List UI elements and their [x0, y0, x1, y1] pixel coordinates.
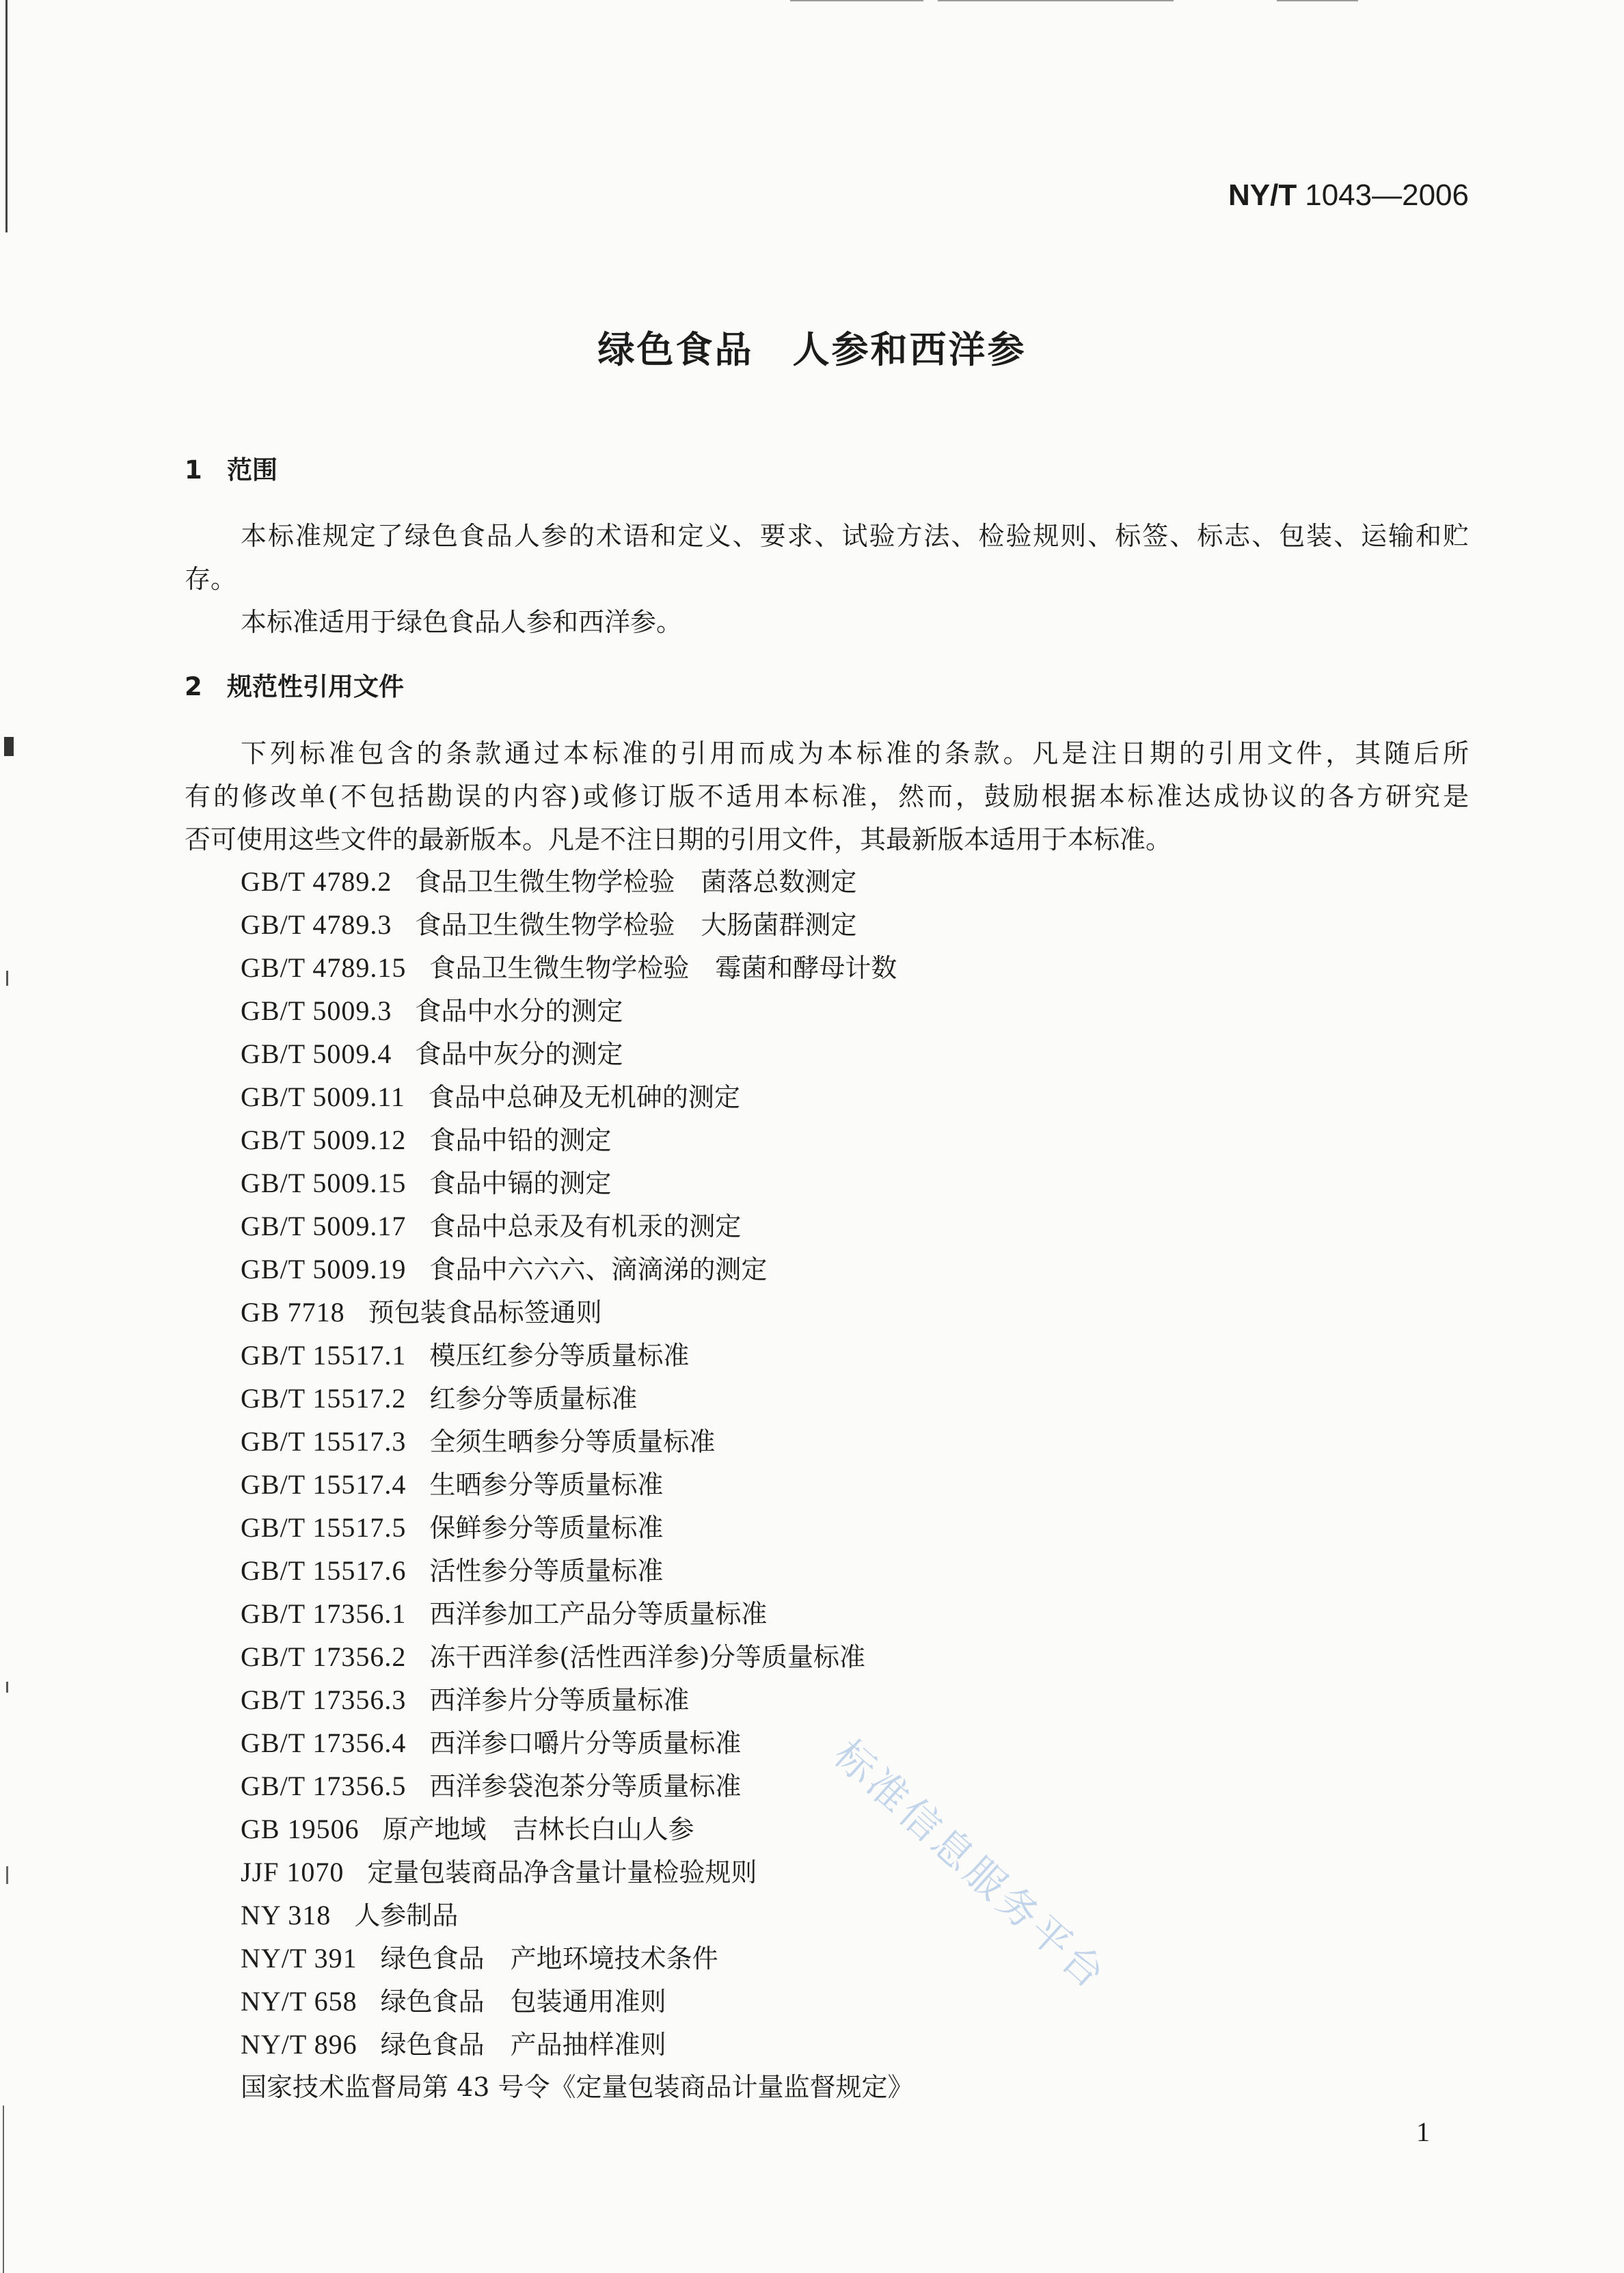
- reference-title: 食品中镉的测定: [429, 1168, 612, 1198]
- paragraph-line: 下列标准包含的条款通过本标准的引用而成为本标准的条款。凡是注日期的引用文件，其随后所: [241, 738, 1469, 768]
- reference-item: [241, 1937, 1469, 1980]
- reference-item: [241, 1721, 1469, 1764]
- standard-code: [1228, 176, 1469, 215]
- reference-title: 预包装食品标签通则: [368, 1297, 602, 1328]
- section-number: 1: [185, 455, 202, 485]
- reference-item: [241, 1764, 1469, 1807]
- reference-code: GB/T 15517.6: [241, 1555, 407, 1586]
- reference-item: [241, 1635, 1469, 1678]
- reference-item: [241, 1463, 1469, 1506]
- reference-title: 活性参分等质量标准: [429, 1556, 664, 1586]
- reference-title: 食品卫生微生物学检验 霉菌和酵母计数: [429, 953, 897, 983]
- section-heading-scope: [185, 448, 278, 492]
- reference-code: GB/T 15517.1: [241, 1340, 407, 1371]
- paragraph-line: 否可使用这些文件的最新版本。凡是不注日期的引用文件，其最新版本适用于本标准。: [185, 824, 1172, 855]
- reference-code: GB/T 15517.3: [241, 1426, 407, 1457]
- reference-code: GB/T 5009.3: [241, 995, 392, 1026]
- reference-code: GB/T 4789.3: [241, 909, 392, 940]
- reference-title: 食品中总汞及有机汞的测定: [429, 1211, 742, 1241]
- reference-title: 食品卫生微生物学检验 菌落总数测定: [415, 867, 857, 897]
- reference-code: NY/T 391: [241, 1943, 357, 1974]
- reference-code: GB/T 5009.19: [241, 1254, 407, 1285]
- reference-title: 绿色食品 产品抽样准则: [380, 2030, 666, 2060]
- reference-code: GB/T 15517.5: [241, 1512, 407, 1543]
- reference-item: [241, 903, 1469, 946]
- reference-title: 绿色食品 产地环境技术条件: [380, 1944, 718, 1974]
- reference-item: [241, 989, 1469, 1032]
- watermark: 标准信息服务平台: [825, 1730, 1117, 2000]
- paragraph-line: 有的修改单(不包括勘误的内容)或修订版不适用本标准，然而，鼓励根据本标准达成协议的各方研究是: [185, 781, 1469, 811]
- scan-mark: [6, 1682, 8, 1693]
- scan-top-line: [938, 0, 1174, 1]
- section-number: 2: [185, 672, 202, 701]
- scan-top-line: [790, 0, 923, 1]
- scan-mark: [6, 971, 8, 986]
- reference-code: GB/T 4789.15: [241, 952, 407, 983]
- reference-code: GB/T 5009.12: [241, 1125, 407, 1155]
- reference-code: GB/T 17356.2: [241, 1641, 407, 1672]
- reference-title: 西洋参片分等质量标准: [429, 1685, 690, 1715]
- reference-item: [241, 1851, 1469, 1894]
- reference-item: [241, 2066, 1469, 2109]
- reference-title: 定量包装商品净含量计量检验规则: [367, 1857, 757, 1887]
- section-body-scope: [185, 515, 1469, 644]
- reference-item: [241, 1377, 1469, 1420]
- reference-title: 国家技术监督局第 43 号令《定量包装商品计量监督规定》: [241, 2072, 914, 2102]
- reference-code: GB/T 15517.4: [241, 1469, 407, 1500]
- reference-title: 食品中总砷及无机砷的测定: [428, 1082, 740, 1112]
- reference-item: [241, 1807, 1469, 1851]
- reference-item: [241, 946, 1469, 989]
- reference-title: 食品卫生微生物学检验 大肠菌群测定: [415, 910, 857, 940]
- reference-title: 西洋参口嚼片分等质量标准: [429, 1728, 742, 1758]
- reference-item: [241, 860, 1469, 903]
- reference-code: GB/T 5009.11: [241, 1081, 405, 1112]
- reference-code: GB/T 5009.4: [241, 1038, 392, 1069]
- reference-item: [241, 1248, 1469, 1291]
- reference-item: [241, 1549, 1469, 1592]
- section-title: 规范性引用文件: [227, 672, 404, 701]
- reference-title: 西洋参袋泡茶分等质量标准: [429, 1771, 742, 1801]
- reference-title: 食品中水分的测定: [415, 996, 623, 1026]
- standard-code-prefix: NY/T: [1228, 178, 1297, 212]
- reference-code: GB/T 5009.15: [241, 1168, 407, 1198]
- reference-code: GB/T 17356.4: [241, 1727, 407, 1758]
- reference-code: GB 7718: [241, 1297, 345, 1328]
- reference-item: [241, 1678, 1469, 1721]
- paragraph-line: 本标准适用于绿色食品人参和西洋参。: [241, 607, 683, 637]
- reference-title: 全须生晒参分等质量标准: [429, 1427, 716, 1457]
- reference-title: 西洋参加工产品分等质量标准: [429, 1599, 768, 1629]
- section-body-normative-references: [185, 732, 1469, 861]
- reference-item: [241, 1334, 1469, 1377]
- document-title: 绿色食品 人参和西洋参: [597, 328, 1027, 371]
- scan-mark: [6, 1866, 8, 1884]
- standard-code-number: 1043—2006: [1305, 178, 1469, 212]
- reference-item: [241, 1420, 1469, 1463]
- reference-code: GB 19506: [241, 1814, 360, 1844]
- reference-title: 原产地域 吉林长白山人参: [382, 1814, 694, 1844]
- reference-code: GB/T 17356.3: [241, 1684, 407, 1715]
- reference-title: 食品中灰分的测定: [415, 1039, 623, 1069]
- reference-item: [241, 1118, 1469, 1161]
- reference-title: 食品中铅的测定: [429, 1125, 612, 1155]
- reference-item: [241, 1506, 1469, 1549]
- reference-code: GB/T 4789.2: [241, 866, 392, 897]
- reference-code: GB/T 5009.17: [241, 1211, 407, 1241]
- section-heading-normative-references: [185, 665, 404, 708]
- reference-item: [241, 1161, 1469, 1205]
- reference-code: GB/T 15517.2: [241, 1383, 407, 1414]
- reference-title: 人参制品: [354, 1900, 459, 1931]
- page-number: 1: [1416, 2116, 1430, 2147]
- reference-code: JJF 1070: [241, 1857, 344, 1887]
- reference-item: [241, 1980, 1469, 2023]
- reference-title: 红参分等质量标准: [429, 1384, 638, 1414]
- reference-item: [241, 1592, 1469, 1635]
- reference-list: [241, 860, 1469, 2109]
- reference-title: 生晒参分等质量标准: [429, 1470, 664, 1500]
- reference-code: GB/T 17356.1: [241, 1598, 407, 1629]
- section-title: 范围: [227, 455, 278, 485]
- reference-item: [241, 1032, 1469, 1075]
- reference-title: 模压红参分等质量标准: [429, 1341, 690, 1371]
- reference-title: 冻干西洋参(活性西洋参)分等质量标准: [429, 1642, 866, 1672]
- scan-mark: [4, 737, 14, 756]
- reference-item: [241, 1894, 1469, 1937]
- reference-item: [241, 2023, 1469, 2066]
- reference-title: 食品中六六六、滴滴涕的测定: [429, 1254, 768, 1285]
- reference-title: 绿色食品 包装通用准则: [380, 1987, 666, 2017]
- paragraph-line: 本标准规定了绿色食品人参的术语和定义、要求、试验方法、检验规则、标签、标志、包装、运输和贮: [241, 521, 1469, 551]
- reference-code: NY/T 658: [241, 1986, 357, 2017]
- scan-edge-line: [5, 0, 8, 232]
- reference-item: [241, 1075, 1469, 1118]
- reference-item: [241, 1205, 1469, 1248]
- reference-title: 保鲜参分等质量标准: [429, 1513, 664, 1543]
- reference-code: GB/T 17356.5: [241, 1771, 407, 1801]
- scan-edge-line: [3, 2106, 4, 2273]
- paragraph-line: 存。: [185, 564, 237, 594]
- reference-code: NY 318: [241, 1900, 331, 1931]
- reference-code: NY/T 896: [241, 2029, 357, 2060]
- scan-top-line: [1277, 0, 1358, 1]
- reference-item: [241, 1291, 1469, 1334]
